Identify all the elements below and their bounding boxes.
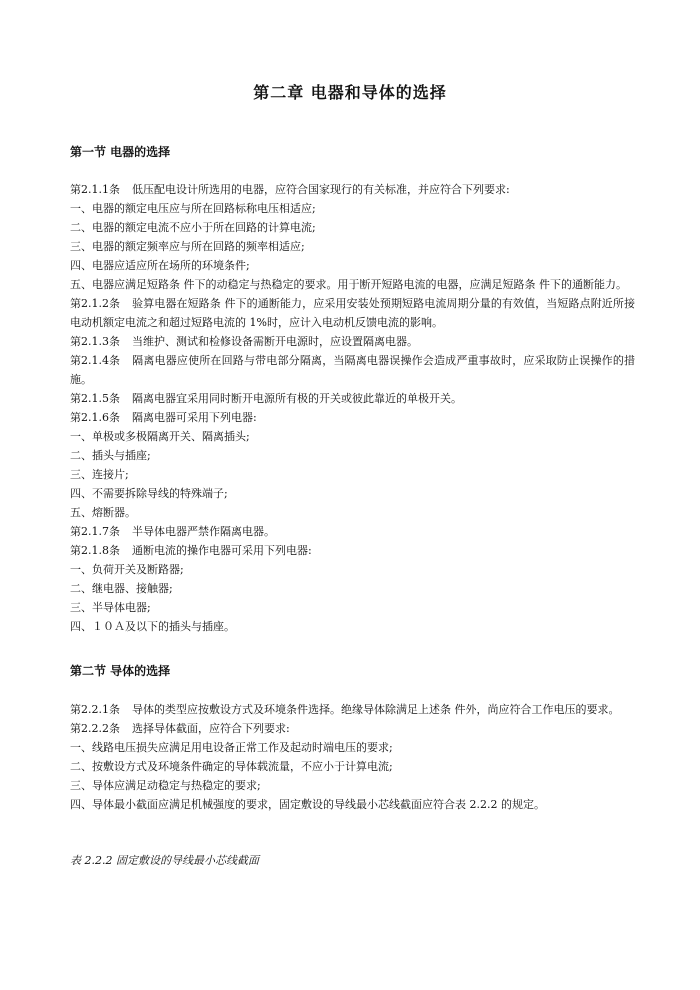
- article-2-1-4: 第2.1.4条 隔离电器应使所在回路与带电部分隔离，当隔离电器误操作会造成严重事故时，应采取防止误操作的措施。: [70, 354, 635, 386]
- list-item: 二、按敷设方式及环境条件确定的导体载流量，不应小于计算电流;: [70, 760, 393, 773]
- list-item: 三、连接片;: [70, 468, 129, 481]
- article-2-1-5: 第2.1.5条 隔离电器宜采用同时断开电源所有极的开关或彼此靠近的单极开关。: [70, 392, 462, 405]
- chapter-title: 第二章 电器和导体的选择: [253, 83, 447, 102]
- article-2-1-8: 第2.1.8条 通断电流的操作电器可采用下列电器:: [70, 544, 312, 557]
- section-1-body: [70, 180, 635, 636]
- list-item: 五、电器应满足短路条 件下的动稳定与热稳定的要求。用于断开短路电流的电器，应满足短路条 件下的通断能力。: [70, 278, 627, 291]
- list-item: 五、熔断器。: [70, 506, 136, 519]
- article-2-2-1: 第2.2.1条 导体的类型应按敷设方式及环境条件选择。绝缘导体除满足上述条 件外，尚应符合工作电压的要求。: [70, 703, 620, 716]
- list-item: 四、导体最小截面应满足机械强度的要求，固定敷设的导线最小芯线截面应符合表 2.2.2 的规定。: [70, 798, 545, 811]
- list-item: 二、电器的额定电流不应小于所在回路的计算电流;: [70, 221, 316, 234]
- list-item: 二、继电器、接触器;: [70, 582, 173, 595]
- list-item: 一、线路电压损失应满足用电设备正常工作及起动时端电压的要求;: [70, 741, 393, 754]
- section-heading-1: 第一节 电器的选择: [70, 145, 171, 159]
- article-2-1-2: 第2.1.2条 验算电器在短路条 件下的通断能力，应采用安装处预期短路电流周期分量的有效值，当短路点附近所接电动机额定电流之和超过短路电流的 1%时，应计入电动机反馈电流的影响。: [70, 297, 635, 329]
- article-2-1-6: 第2.1.6条 隔离电器可采用下列电器:: [70, 411, 257, 424]
- section-heading-2: 第二节 导体的选择: [70, 664, 171, 678]
- list-item: 三、电器的额定频率应与所在回路的频率相适应;: [70, 240, 305, 253]
- list-item: 三、导体应满足动稳定与热稳定的要求;: [70, 779, 261, 792]
- list-item: 一、单极或多极隔离开关、隔离插头;: [70, 430, 250, 443]
- article-2-1-1: 第2.1.1条 低压配电设计所选用的电器，应符合国家现行的有关标准，并应符合下列要求:: [70, 183, 510, 196]
- list-item: 一、负荷开关及断路器;: [70, 563, 184, 576]
- list-item: 四、不需要拆除导线的特殊端子;: [70, 487, 228, 500]
- article-2-2-2: 第2.2.2条 选择导体截面，应符合下列要求:: [70, 722, 290, 735]
- table-caption: 表 2.2.2 固定敷设的导线最小芯线截面: [70, 854, 259, 867]
- list-item: 一、电器的额定电压应与所在回路标称电压相适应;: [70, 202, 316, 215]
- article-2-1-7: 第2.1.7条 半导体电器严禁作隔离电器。: [70, 525, 275, 538]
- list-item: 三、半导体电器;: [70, 601, 151, 614]
- section-2-body: [70, 700, 635, 814]
- list-item: 四、电器应适应所在场所的环境条件;: [70, 259, 250, 272]
- list-item: 四、１０Ａ及以下的插头与插座。: [70, 620, 235, 633]
- list-item: 二、插头与插座;: [70, 449, 151, 462]
- article-2-1-3: 第2.1.3条 当维护、测试和检修设备需断开电源时，应设置隔离电器。: [70, 335, 418, 348]
